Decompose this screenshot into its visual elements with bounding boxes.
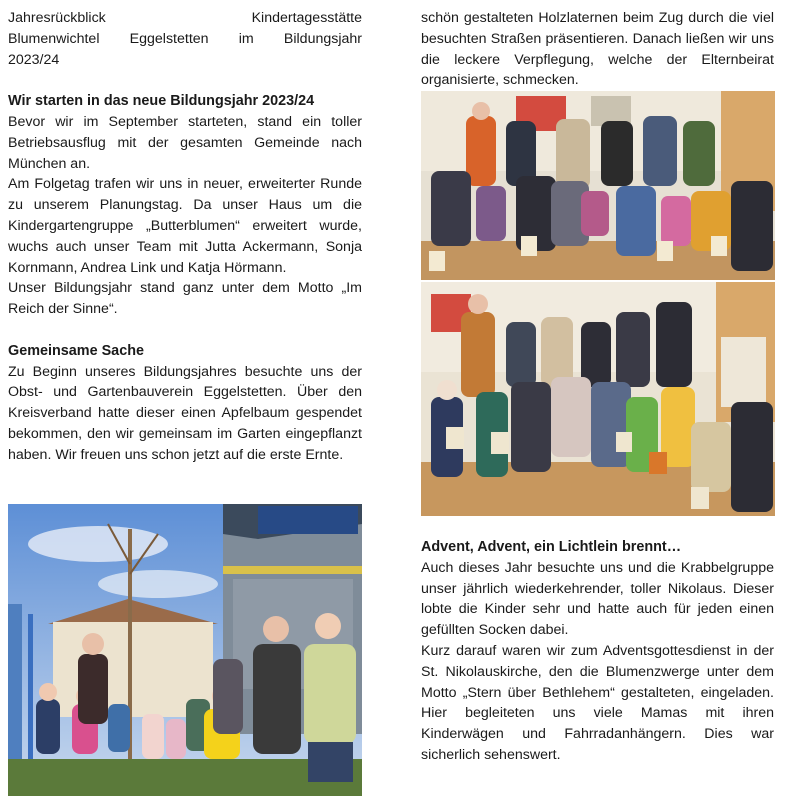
photo-lantern-group-2-image <box>421 282 775 516</box>
section2-paragraph: Zu Beginn unseres Bildungsjahres besuchte uns der Obst- und Gartenbauverein Eggelstetten. Über den Kreisverband hatte dieser einen Apfelbaum gespendet bekommen, den wir gemeinsam im Garten eingepflanzt haben. Wir freuen uns schon jetzt auf die erste Ernte. <box>8 363 362 463</box>
photo-lantern-group-2 <box>421 282 775 516</box>
right-column-lower <box>421 537 774 766</box>
lantern-paragraph-continued: schön gestalteten Holzlaternen beim Zug durch die viel besuchten Straßen präsentieren. Danach ließen wir uns die leckere Verpflegung, welche der Elternbeirat organisierte, schmecken. <box>421 10 774 89</box>
photo-tree-planting <box>8 504 362 796</box>
header-title: Jahresrückblick <box>8 10 106 26</box>
photo-tree-planting-image <box>8 504 362 796</box>
photo-lantern-group-1 <box>421 91 775 280</box>
section1-paragraph: Bevor wir im September starteten, stand ein toller Betriebsausflug mit der gesamten Gemeinde nach München an. <box>8 113 362 172</box>
section1-paragraph: Am Folgetag trafen wir uns in neuer, erweiterter Runde zu unserem Planungstag. Da unser Haus um die Kindergartengruppe „Butterblumen“ erweitert wurde, wuchs auch unser Team mit Jutta Ackermann, Sonja Kornmann, Andrea Link und Katja Hörmann. <box>8 176 362 276</box>
section3-paragraph: Kurz darauf waren wir zum Adventsgottesdienst in der St. Nikolauskirche, den die Blumenzwerge unter dem Motto „Stern über Bethlehem“ gestalteten, eingeladen. Hier begleiteten uns viele Mamas mit ihren Kinderwägen und Fahrradanhängern. Dies war sicherlich sehenswert. <box>421 642 774 763</box>
header-line-2: Blumenwichtel Eggelstetten im Bildungsjahr <box>8 30 362 47</box>
photo-lantern-group-1-image <box>421 91 775 280</box>
section1-paragraph: Unser Bildungsjahr stand ganz unter dem Motto „Im Reich der Sinne“. <box>8 280 362 318</box>
section2-heading: Gemeinsame Sache <box>8 342 144 359</box>
right-column <box>421 8 774 91</box>
left-column <box>8 8 362 466</box>
header-institution: Kindertagesstätte <box>251 10 362 26</box>
section3-paragraph: Auch dieses Jahr besuchte uns und die Krabbelgruppe unser jährlich wiederkehrender, toller Nikolaus. Dieser lobte die Kinder sehr und hatte auch für jeden einen gefüllten Socken dabei. <box>421 559 774 639</box>
header-line-3: 2023/24 <box>8 51 60 68</box>
section1-heading: Wir starten in das neue Bildungsjahr 2023/24 <box>8 93 315 110</box>
header-line-1 <box>8 8 362 29</box>
section3-heading: Advent, Advent, ein Lichtlein brennt… <box>421 539 682 555</box>
